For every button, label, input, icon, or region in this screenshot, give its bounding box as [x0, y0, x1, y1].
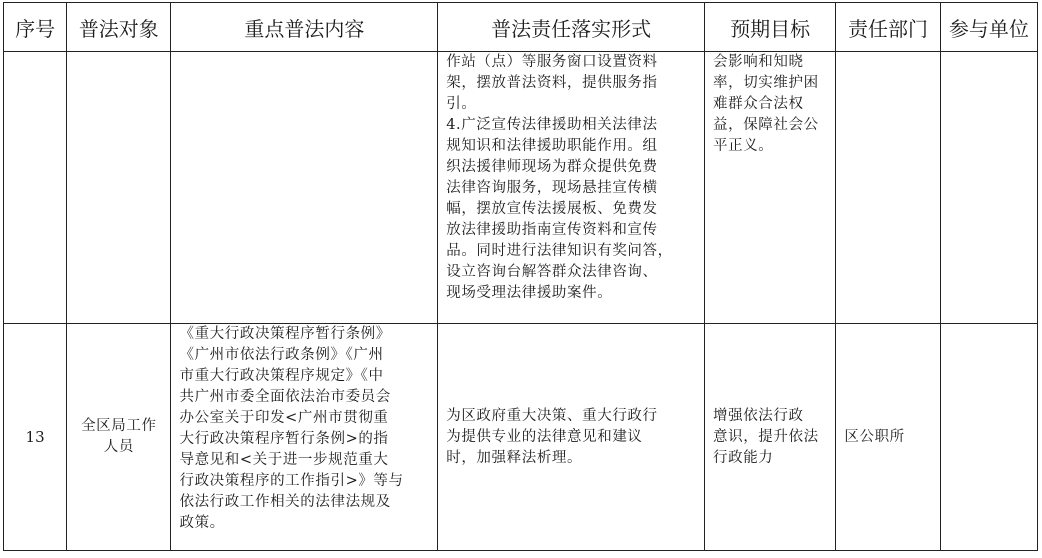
row-target — [67, 52, 171, 324]
header-form: 普法责任落实形式 — [438, 3, 705, 52]
row-dept: 区公职所 — [836, 324, 940, 551]
row-form: 为区政府重大决策、重大行政行 为提供专业的法律意见和建议 时，加强释法析理。 — [438, 324, 705, 551]
header-content: 重点普法内容 — [171, 3, 438, 52]
header-target: 普法对象 — [67, 3, 171, 52]
header-dept: 责任部门 — [836, 3, 940, 52]
row-target: 全区局工作 人员 — [67, 324, 171, 551]
row-goal: 增强依法行政 意识，提升依法 行政能力 — [705, 324, 836, 551]
row-content — [171, 52, 438, 324]
header-goal: 预期目标 — [705, 3, 836, 52]
table-row — [4, 324, 1038, 551]
header-no: 序号 — [4, 3, 67, 52]
row-unit — [940, 52, 1037, 324]
row-dept — [836, 52, 940, 324]
law-promotion-table — [3, 2, 1038, 551]
row-unit — [940, 324, 1037, 551]
table-header-row — [4, 3, 1038, 52]
header-unit: 参与单位 — [940, 3, 1037, 52]
row-no — [4, 52, 67, 324]
row-no: 13 — [4, 324, 67, 551]
table-row — [4, 52, 1038, 324]
row-content: 《重大行政决策程序暂行条例》 《广州市依法行政条例》《广州 市重大行政决策程序规定》《中 共广州市委全面依法治市委员会 办公室关于印发<广州市贯彻重 大行政决策程序暂行条例>的指 导意见和<关于进一步规范重大 行政决策程序的工作指引>》等与 依法行政工作相关的法律法规及 政策。 — [171, 324, 438, 551]
row-form: 作站（点）等服务窗口设置资料 架，摆放普法资料，提供服务指 引。 4.广泛宣传法律援助相关法律法 规知识和法律援助职能作用。组 织法援律师现场为群众提供免费 法律咨询服务，现场悬挂宣传横 幅，摆放宣传法援展板、免费发 放法律援助指南宣传资料和宣传 品。同时进行法律知识有奖问答， 设立咨询台解答群众法律咨询、 现场受理法律援助案件。 — [438, 52, 705, 324]
row-goal: 会影响和知晓 率，切实维护困 难群众合法权 益，保障社会公 平正义。 — [705, 52, 836, 324]
